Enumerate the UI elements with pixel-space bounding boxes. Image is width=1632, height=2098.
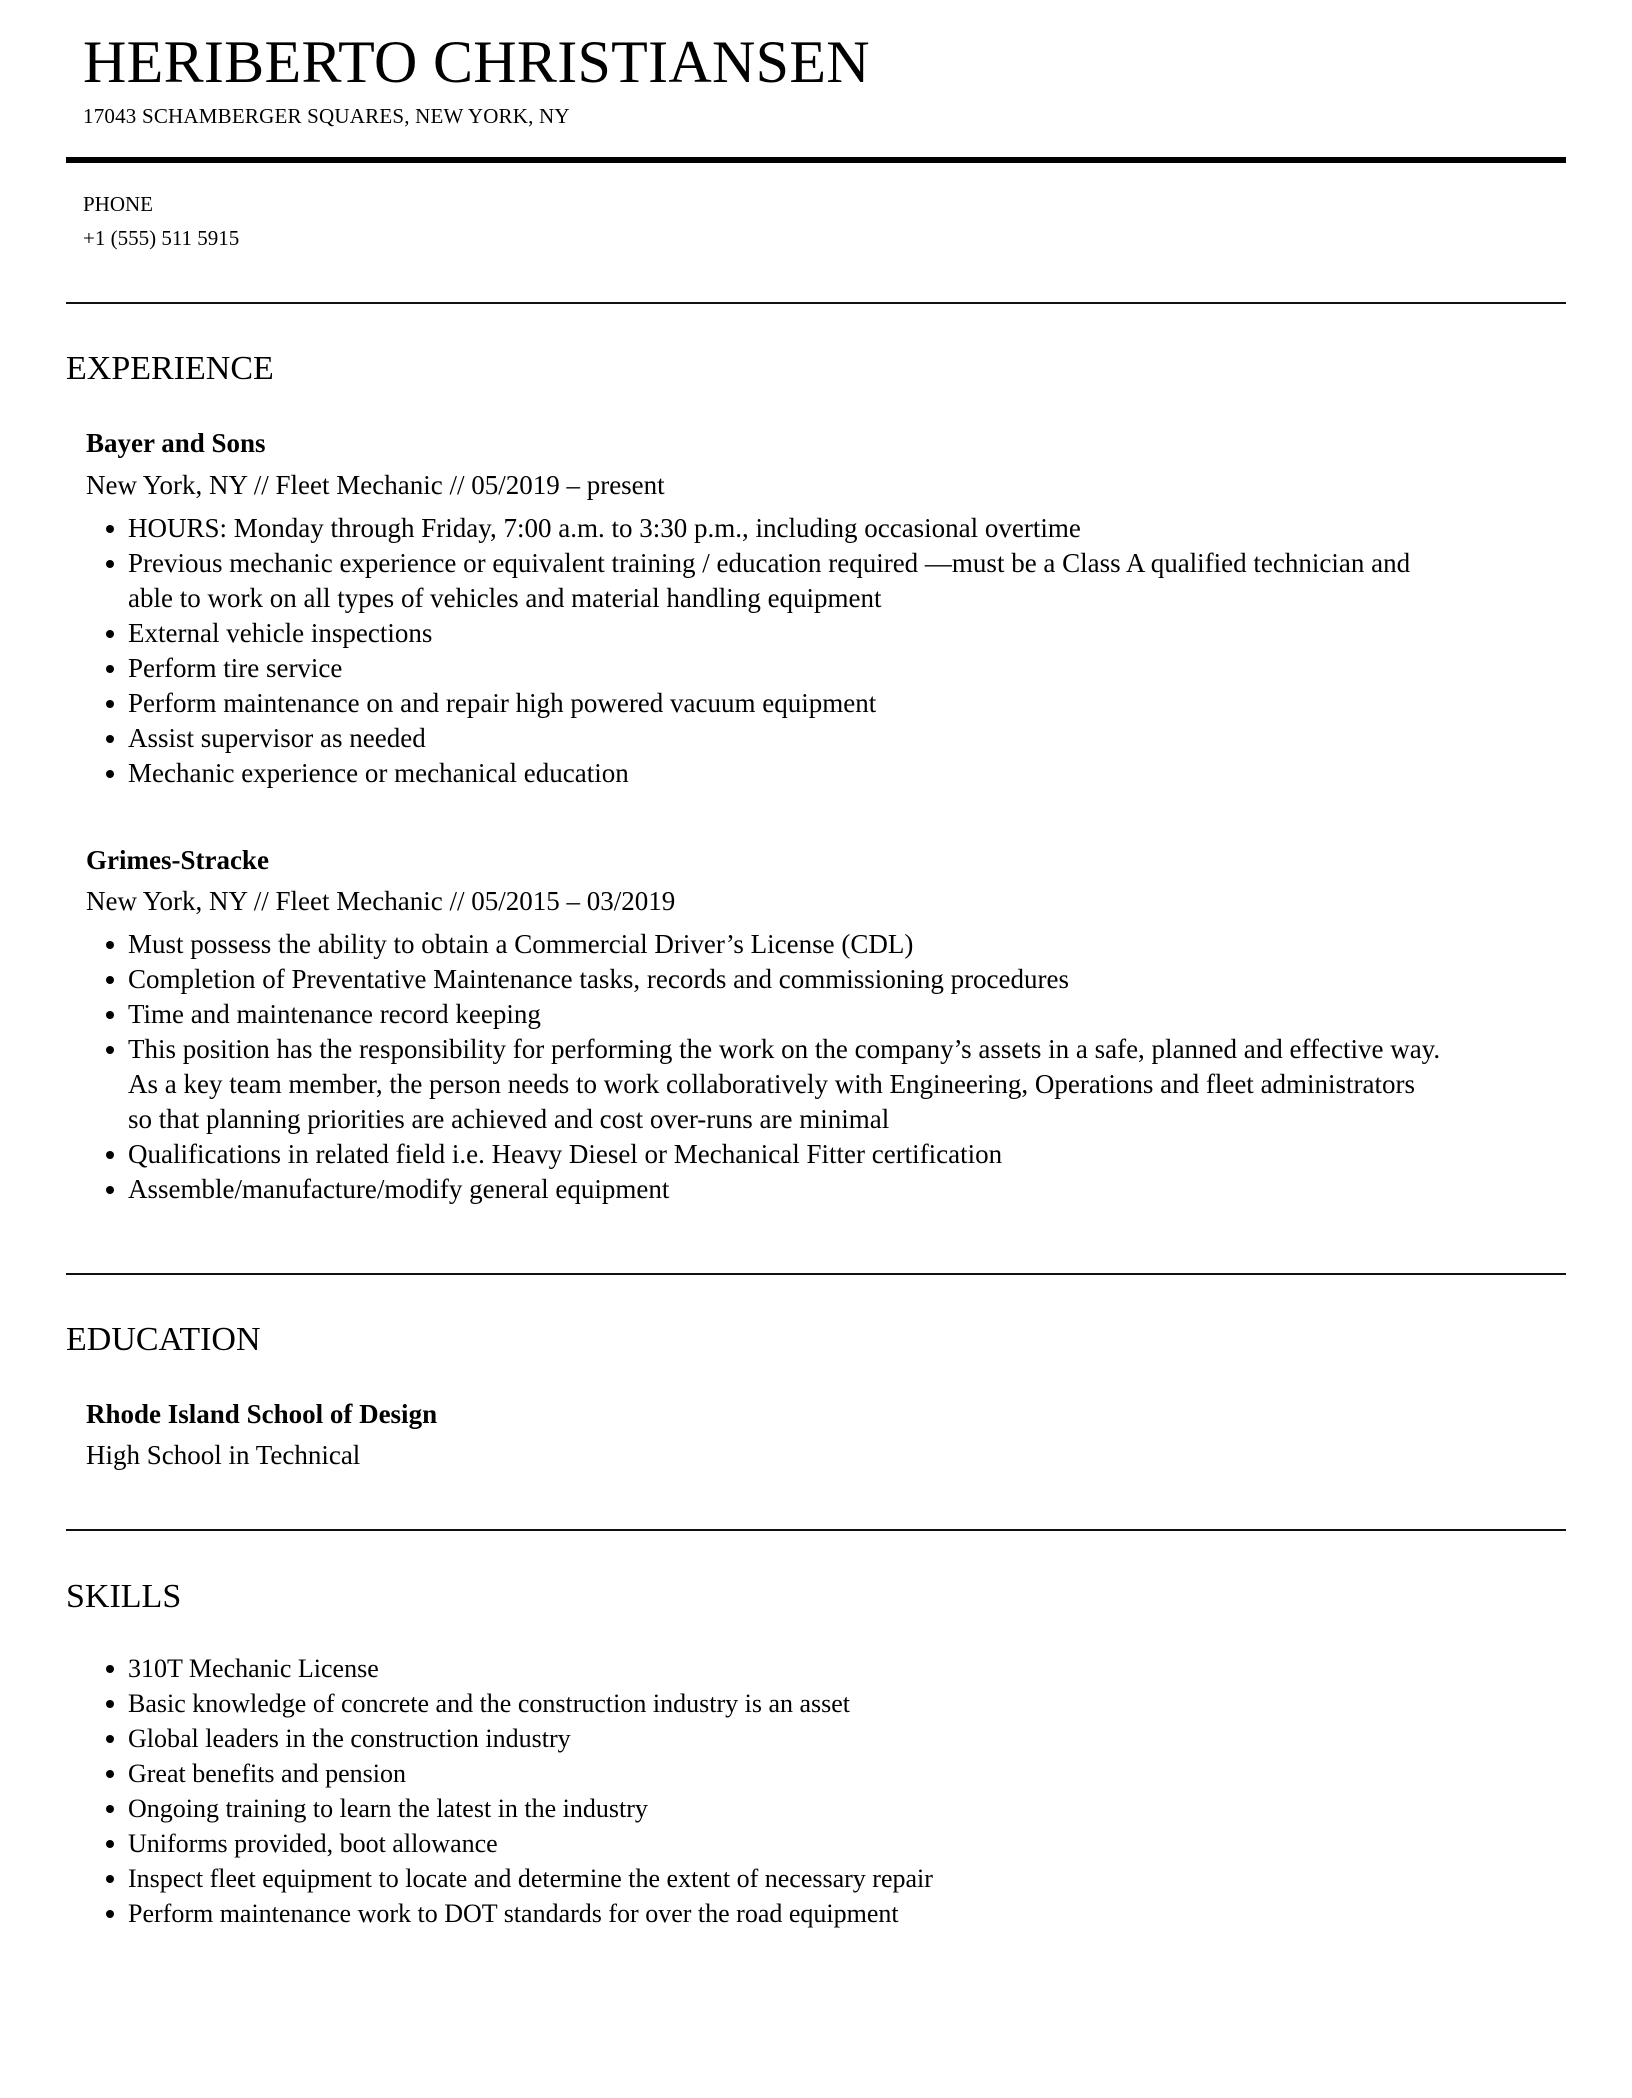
- job-company: Bayer and Sons: [86, 428, 266, 458]
- bullet-item: [86, 546, 1566, 616]
- bullet-text: As a key team member, the person needs to work collaboratively with Engineering, Operations and fleet administrators: [128, 1069, 1416, 1099]
- bullet-item: [86, 511, 1566, 546]
- bullet-text: Previous mechanic experience or equivalent training / education required —must be a Class A qualified technician and: [128, 548, 1411, 578]
- bullet-item: [86, 1137, 1566, 1172]
- education-divider: [66, 1529, 1566, 1531]
- bullet-text: Perform maintenance on and repair high powered vacuum equipment: [128, 688, 877, 718]
- bullet-item: [86, 962, 1566, 997]
- skill-item: [86, 1721, 1566, 1756]
- bullet-text: Qualifications in related field i.e. Heavy Diesel or Mechanical Fitter certification: [128, 1139, 1003, 1169]
- bullet-text: so that planning priorities are achieved and cost over-runs are minimal: [128, 1104, 890, 1134]
- bullet-text: Great benefits and pension: [128, 1759, 406, 1788]
- skill-item: [86, 1686, 1566, 1721]
- bullet-icon: [106, 1805, 114, 1813]
- bullet-item: [86, 1172, 1566, 1207]
- bullet-text: HOURS: Monday through Friday, 7:00 a.m. to 3:30 p.m., including occasional overtime: [128, 513, 1081, 543]
- skill-item: [86, 1861, 1566, 1896]
- bullet-text: Perform tire service: [128, 653, 343, 683]
- phone-number: +1 (555) 511 5915: [83, 226, 240, 250]
- candidate-address: 17043 SCHAMBERGER SQUARES, NEW YORK, NY: [83, 104, 570, 128]
- contact-divider: [66, 302, 1566, 304]
- bullet-icon: [106, 976, 114, 984]
- bullet-icon: [106, 1011, 114, 1019]
- bullet-item: [86, 616, 1566, 651]
- education-heading: EDUCATION: [66, 1321, 261, 1358]
- bullet-text: Completion of Preventative Maintenance tasks, records and commissioning procedures: [128, 964, 1070, 994]
- bullet-icon: [106, 1046, 114, 1054]
- skill-item: [86, 1651, 1566, 1686]
- skills-heading: SKILLS: [66, 1578, 182, 1615]
- phone-label: PHONE: [83, 192, 154, 216]
- bullet-icon: [106, 525, 114, 533]
- education-degree: High School in Technical: [86, 1440, 361, 1470]
- bullet-icon: [106, 770, 114, 778]
- job-company: Grimes-Stracke: [86, 845, 269, 875]
- bullet-text: Inspect fleet equipment to locate and determine the extent of necessary repair: [128, 1864, 933, 1893]
- bullet-text: 310T Mechanic License: [128, 1654, 379, 1683]
- bullet-text: Mechanic experience or mechanical education: [128, 758, 629, 788]
- bullet-text: able to work on all types of vehicles and material handling equipment: [128, 583, 882, 613]
- bullet-icon: [106, 1151, 114, 1159]
- bullet-item: [86, 651, 1566, 686]
- bullet-icon: [106, 1700, 114, 1708]
- job-details: New York, NY // Fleet Mechanic // 05/2019 – present: [86, 470, 665, 500]
- candidate-name: HERIBERTO CHRISTIANSEN: [83, 29, 870, 95]
- bullet-text: Assemble/manufacture/modify general equipment: [128, 1174, 670, 1204]
- bullet-text: Time and maintenance record keeping: [128, 999, 541, 1029]
- job-bullets: [86, 511, 1566, 791]
- job-bullets: [86, 927, 1566, 1207]
- bullet-item: [86, 756, 1566, 791]
- bullet-icon: [106, 735, 114, 743]
- bullet-text: Uniforms provided, boot allowance: [128, 1829, 498, 1858]
- experience-divider: [66, 1273, 1566, 1275]
- bullet-icon: [106, 665, 114, 673]
- skill-item: [86, 1826, 1566, 1861]
- bullet-text: Global leaders in the construction industry: [128, 1724, 571, 1753]
- bullet-text: Assist supervisor as needed: [128, 723, 426, 753]
- experience-heading: EXPERIENCE: [66, 350, 274, 387]
- bullet-icon: [106, 1665, 114, 1673]
- bullet-text: External vehicle inspections: [128, 618, 433, 648]
- education-school: Rhode Island School of Design: [86, 1399, 438, 1429]
- bullet-icon: [106, 1910, 114, 1918]
- bullet-icon: [106, 1770, 114, 1778]
- skill-item: [86, 1791, 1566, 1826]
- bullet-icon: [106, 941, 114, 949]
- skills-list: [86, 1651, 1566, 1931]
- bullet-item: [86, 1032, 1566, 1137]
- bullet-item: [86, 686, 1566, 721]
- bullet-text: Perform maintenance work to DOT standards for over the road equipment: [128, 1899, 899, 1928]
- header-divider: [66, 157, 1566, 163]
- skill-item: [86, 1896, 1566, 1931]
- bullet-text: This position has the responsibility for performing the work on the company’s assets in a safe, planned and effective way.: [128, 1034, 1441, 1064]
- bullet-text: Ongoing training to learn the latest in the industry: [128, 1794, 648, 1823]
- bullet-icon: [106, 1735, 114, 1743]
- bullet-text: Must possess the ability to obtain a Commercial Driver’s License (CDL): [128, 929, 914, 959]
- bullet-item: [86, 997, 1566, 1032]
- job-details: New York, NY // Fleet Mechanic // 05/2015 – 03/2019: [86, 886, 676, 916]
- bullet-icon: [106, 1840, 114, 1848]
- bullet-icon: [106, 630, 114, 638]
- bullet-item: [86, 927, 1566, 962]
- skill-item: [86, 1756, 1566, 1791]
- bullet-icon: [106, 1186, 114, 1194]
- bullet-item: [86, 721, 1566, 756]
- bullet-text: Basic knowledge of concrete and the construction industry is an asset: [128, 1689, 851, 1718]
- bullet-icon: [106, 700, 114, 708]
- bullet-icon: [106, 560, 114, 568]
- bullet-icon: [106, 1875, 114, 1883]
